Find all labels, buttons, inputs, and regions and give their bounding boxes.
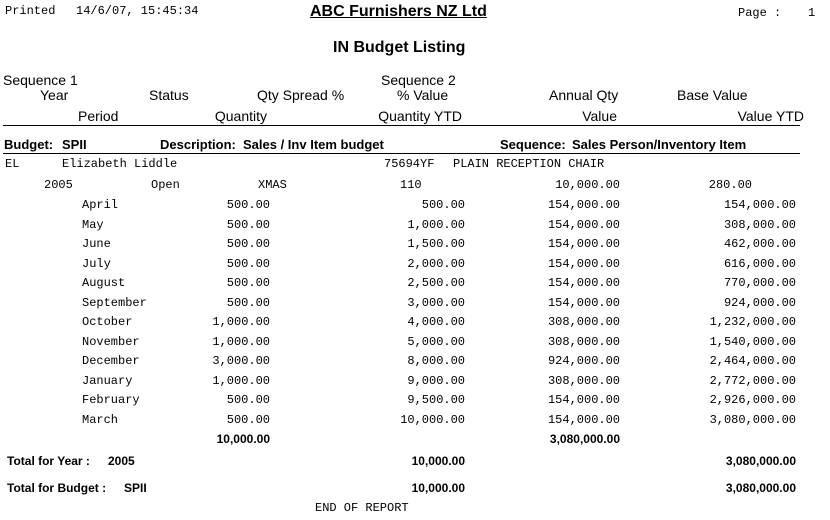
budget-total-value: 3,080,000.00 — [725, 481, 796, 495]
sequence-value: Sales Person/Inventory Item — [572, 137, 747, 152]
spread-value: XMAS — [258, 178, 287, 192]
period-quantity: 500.00 — [226, 393, 270, 407]
period-value: 154,000.00 — [547, 237, 620, 251]
period-value: 154,000.00 — [547, 256, 620, 271]
col-sequence-2: Sequence 2 — [381, 72, 456, 88]
budget-total-quantity: 10,000.00 — [411, 481, 465, 495]
budget-divider — [3, 153, 800, 154]
period-quantity: 500.00 — [226, 237, 270, 251]
year-total-label: Total for Year : — [7, 454, 90, 468]
col-status: Status — [149, 87, 189, 103]
budget-total-label: Total for Budget : — [7, 481, 107, 495]
report-title: IN Budget Listing — [333, 39, 466, 56]
period-quantity: 1,000.00 — [212, 373, 270, 388]
status-value: Open — [151, 178, 180, 192]
col-year: Year — [40, 87, 69, 103]
period-quantity-ytd: 9,500.00 — [407, 393, 465, 407]
period-value: 154,000.00 — [547, 198, 620, 212]
period-quantity-ytd: 10,000.00 — [400, 412, 465, 427]
period-value: 154,000.00 — [547, 295, 620, 310]
period-value: 308,000.00 — [547, 315, 620, 329]
end-of-report: END OF REPORT — [315, 501, 409, 515]
period-quantity: 500.00 — [226, 217, 270, 232]
period-quantity: 500.00 — [226, 295, 270, 310]
year-total-value: 3,080,000.00 — [725, 454, 796, 468]
period-value-ytd: 2,464,000.00 — [709, 354, 796, 368]
col-base-value: Base Value — [677, 87, 748, 103]
seq2-code: 75694YF — [384, 157, 435, 171]
period-quantity: 1,000.00 — [212, 315, 270, 329]
col-quantity-ytd: Quantity YTD — [378, 108, 462, 124]
period-value-ytd: 3,080,000.00 — [709, 412, 796, 427]
printed-datetime: 14/6/07, 15:45:34 — [76, 4, 199, 18]
printed-label: Printed — [5, 4, 56, 18]
period-name: November — [82, 334, 140, 349]
period-quantity: 500.00 — [226, 256, 270, 271]
period-quantity: 1,000.00 — [212, 334, 270, 349]
annual-qty-value: 10,000.00 — [555, 178, 620, 192]
budget-label: Budget: — [4, 137, 54, 152]
period-name: August — [82, 276, 126, 290]
col-period: Period — [78, 108, 119, 124]
period-name: April — [82, 198, 119, 212]
period-name: December — [82, 354, 140, 368]
col-value: Value — [582, 108, 617, 124]
period-quantity: 500.00 — [226, 198, 270, 212]
period-name: March — [82, 412, 119, 427]
seq1-name: Elizabeth Liddle — [62, 157, 178, 171]
year-total-quantity: 10,000.00 — [411, 454, 465, 468]
sequence-label: Sequence: — [500, 137, 566, 152]
period-value: 924,000.00 — [547, 354, 620, 368]
period-name: October — [82, 315, 133, 329]
period-quantity-ytd: 3,000.00 — [407, 295, 465, 310]
period-name: July — [82, 256, 111, 271]
period-quantity-ytd: 2,500.00 — [407, 276, 465, 290]
period-quantity-ytd: 500.00 — [421, 198, 465, 212]
period-value: 308,000.00 — [547, 373, 620, 388]
col-pct-value: % Value — [397, 87, 449, 103]
seq1-code: EL — [5, 157, 20, 171]
company-name: ABC Furnishers NZ Ltd — [310, 3, 487, 20]
period-value-ytd: 770,000.00 — [723, 276, 796, 290]
year-value: 2005 — [44, 178, 73, 192]
page-label: Page : — [738, 6, 782, 20]
col-annual-qty: Annual Qty — [549, 87, 619, 103]
year-total-year: 2005 — [108, 454, 135, 468]
period-name: January — [82, 373, 133, 388]
period-value-ytd: 1,540,000.00 — [709, 334, 796, 349]
period-value: 154,000.00 — [547, 217, 620, 232]
col-sequence-1: Sequence 1 — [3, 72, 78, 88]
period-value: 154,000.00 — [547, 393, 620, 407]
period-value: 154,000.00 — [547, 412, 620, 427]
period-quantity-ytd: 9,000.00 — [407, 373, 465, 388]
period-name: September — [82, 295, 147, 310]
period-quantity: 3,000.00 — [212, 354, 270, 368]
base-value: 280.00 — [708, 178, 752, 192]
pct-value: 110 — [400, 178, 422, 192]
period-quantity-ytd: 4,000.00 — [407, 315, 465, 329]
period-value-ytd: 616,000.00 — [723, 256, 796, 271]
period-quantity-ytd: 5,000.00 — [407, 334, 465, 349]
budget-total-code: SPII — [124, 481, 147, 495]
period-quantity-ytd: 8,000.00 — [407, 354, 465, 368]
period-quantity: 500.00 — [226, 276, 270, 290]
col-qty-spread: Qty Spread % — [257, 87, 345, 103]
period-value-ytd: 462,000.00 — [723, 237, 796, 251]
budget-description: Sales / Inv Item budget — [243, 137, 384, 152]
period-quantity-ytd: 1,500.00 — [407, 237, 465, 251]
budget-code: SPII — [62, 137, 87, 152]
period-name: June — [82, 237, 111, 251]
col-quantity: Quantity — [214, 108, 267, 124]
period-value: 154,000.00 — [547, 276, 620, 290]
period-value: 308,000.00 — [547, 334, 620, 349]
period-name: February — [82, 393, 140, 407]
page-number: 1 — [808, 6, 816, 20]
period-value-ytd: 308,000.00 — [723, 217, 796, 232]
seq2-name: PLAIN RECEPTION CHAIR — [453, 157, 605, 171]
period-value-ytd: 154,000.00 — [723, 198, 796, 212]
period-quantity-ytd: 1,000.00 — [407, 217, 465, 232]
period-value-ytd: 2,926,000.00 — [709, 393, 796, 407]
period-quantity-ytd: 2,000.00 — [407, 256, 465, 271]
period-name: May — [82, 217, 104, 232]
period-value-ytd: 2,772,000.00 — [709, 373, 796, 388]
period-quantity: 500.00 — [226, 412, 270, 427]
period-total-quantity: 10,000.00 — [216, 432, 270, 446]
description-label: Description: — [160, 137, 236, 152]
col-value-ytd: Value YTD — [737, 108, 804, 124]
period-total-value: 3,080,000.00 — [549, 432, 620, 446]
period-value-ytd: 1,232,000.00 — [709, 315, 796, 329]
period-value-ytd: 924,000.00 — [723, 295, 796, 310]
header-divider — [3, 125, 800, 126]
